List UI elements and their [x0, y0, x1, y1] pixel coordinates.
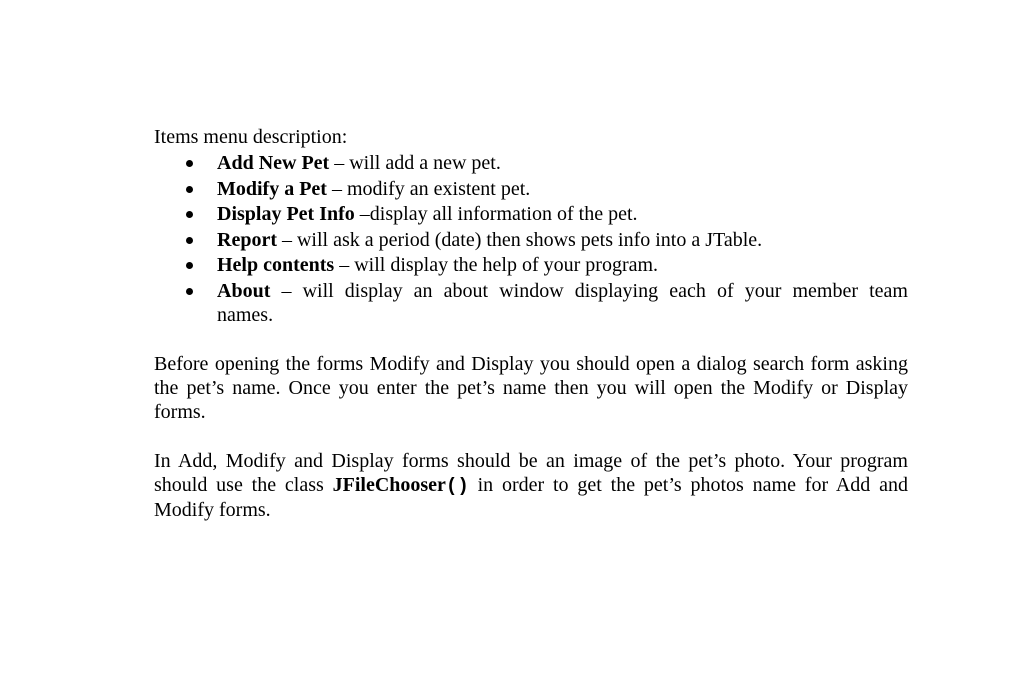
- item-term: Add New Pet: [217, 152, 330, 174]
- list-item: [154, 177, 908, 201]
- list-item: [154, 202, 908, 226]
- paragraph-text: In Add, Modify and Display forms should be an image of the pet’s photo. Your program should use the class: [154, 450, 908, 496]
- item-description: – modify an existent pet.: [326, 177, 531, 200]
- item-description: – will display the help of your program.: [334, 254, 659, 277]
- bullet-icon: [186, 160, 193, 167]
- paragraph-text: in order to get the pet’s photos name for Add and Modify forms.: [154, 474, 908, 521]
- section-heading: Items menu description:: [154, 126, 348, 148]
- bullet-icon: [186, 237, 193, 244]
- list-item: [154, 228, 908, 252]
- class-parens: (): [445, 475, 469, 497]
- bullet-icon: [186, 288, 193, 295]
- list-item: [154, 279, 908, 327]
- paragraph-search-dialog: Before opening the forms Modify and Display you should open a dialog search form asking the pet’s name. Once you enter the pet’s name then you will open the Modify or Display forms.: [154, 353, 908, 423]
- item-term: Display Pet Info: [217, 203, 355, 226]
- menu-items-list: [154, 151, 908, 329]
- item-term: Report: [217, 228, 277, 251]
- item-term: Modify a Pet: [217, 177, 327, 200]
- item-term: About: [217, 279, 271, 302]
- list-item: [154, 151, 908, 175]
- item-description: – will ask a period (date) then shows pets info into a JTable.: [276, 228, 763, 251]
- bullet-icon: [186, 262, 193, 269]
- class-name: JFileChooser: [332, 474, 446, 496]
- bullet-icon: [186, 211, 193, 218]
- paragraph-image-chooser: [154, 449, 908, 522]
- list-item: [154, 253, 908, 277]
- item-description: – will add a new pet.: [329, 152, 501, 174]
- item-description: –display all information of the pet.: [354, 203, 638, 226]
- item-description: – will display an about window displaying each of your member team names.: [217, 279, 908, 326]
- item-term: Help contents: [217, 254, 335, 277]
- bullet-icon: [186, 186, 193, 193]
